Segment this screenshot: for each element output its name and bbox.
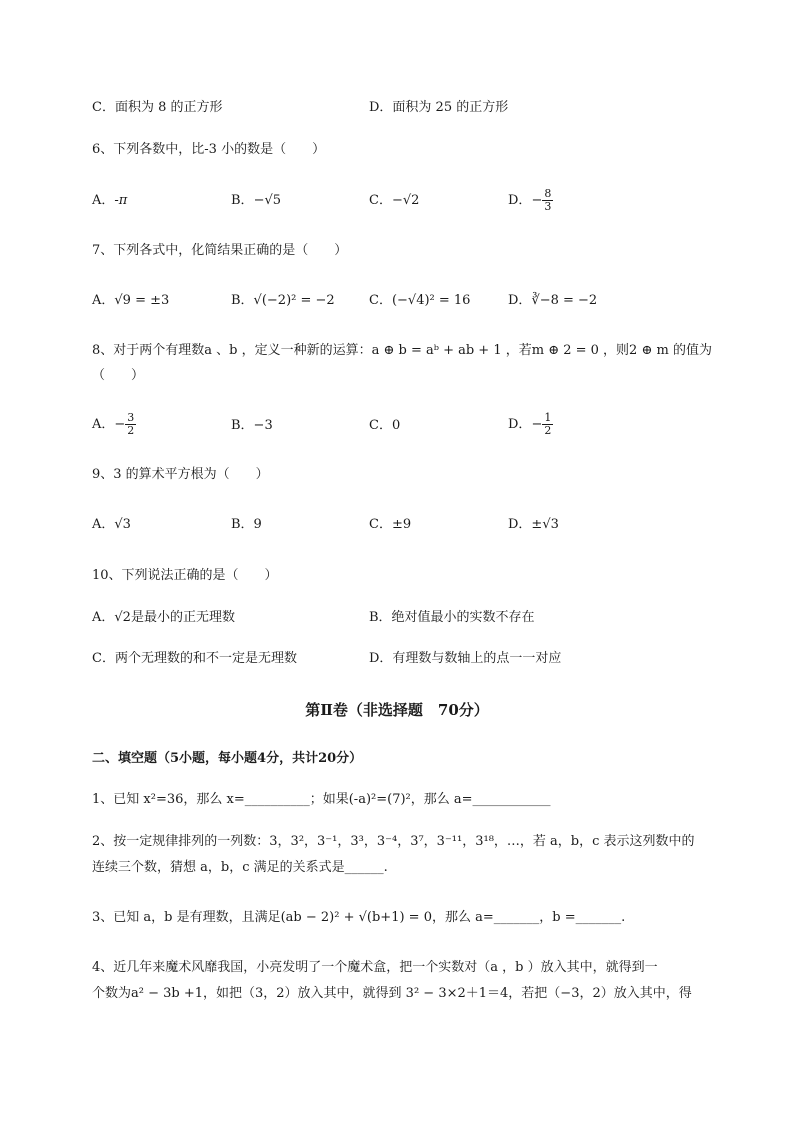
fill-question-1: 1、已知 x²=36，那么 x=__________；如果(-a)²=(7)²，那么 a=____________ [92, 792, 551, 807]
q6-option-b-value: −√5 [253, 193, 282, 208]
q6-option-d-label: D． [508, 193, 532, 208]
q7-option-a: A．√9 = ±3 [92, 293, 170, 308]
q7-option-d: D．∛−8 = −2 [508, 293, 598, 308]
q8-stem-cont: （ ） [92, 368, 145, 383]
q6-d-denominator: 3 [544, 200, 552, 213]
q10-stem: 10、下列说法正确的是（ ） [92, 568, 278, 583]
q6-stem: 6、下列各数中，比-3 小的数是（ ） [92, 142, 326, 157]
fill-question-3: 3、已知 a，b 是有理数，且满足(ab − 2)² + √(b+1) = 0，那么 a=_______，b =_______. [92, 910, 626, 925]
q8-option-d [508, 409, 553, 441]
q7-option-b: B．√(−2)² = −2 [231, 293, 335, 308]
q6-option-d-fraction [542, 188, 553, 213]
q8-option-c: C．0 [369, 418, 401, 433]
q7-stem: 7、下列各式中，化简结果正确的是（ ） [92, 243, 348, 258]
q9-option-c: C．±9 [369, 517, 412, 532]
fill-question-2-line2: 连续三个数，猜想 a，b，c 满足的关系式是______. [92, 860, 388, 875]
q6-option-b-label: B． [231, 193, 254, 208]
q5-option-c: C．面积为 8 的正方形 [92, 100, 223, 115]
q8-option-b: B．−3 [231, 418, 273, 433]
q10-option-a: A．√2是最小的正无理数 [92, 610, 235, 625]
q9-stem: 9、3 的算术平方根为（ ） [92, 467, 269, 482]
q8-d-denominator: 2 [544, 424, 552, 437]
q6-option-a [92, 191, 127, 211]
q8-stem: 8、对于两个有理数a 、b ，定义一种新的运算：a ⊕ b = aᵇ + ab + 1 ，若m ⊕ 2 = 0 ，则2 ⊕ m 的值为 [92, 343, 712, 358]
q7-option-c: C．(−√4)² = 16 [369, 293, 471, 308]
section-heading: 二、填空题（5小题，每小题4分，共计20分） [92, 751, 363, 766]
q5-option-d: D．面积为 25 的正方形 [369, 100, 509, 115]
section-title: 第Ⅱ卷（非选择题 70分） [305, 701, 489, 719]
q9-option-b: B．9 [231, 517, 262, 532]
q6-option-c [369, 191, 419, 211]
q6-option-a-value: -π [114, 193, 128, 208]
q6-option-c-label: C． [369, 193, 392, 208]
q9-option-a: A．√3 [92, 517, 131, 532]
q8-option-a-sign: − [114, 417, 126, 432]
q8-option-d-sign: − [531, 417, 543, 432]
q6-option-b [231, 191, 281, 211]
q8-option-a-label: A． [92, 417, 115, 432]
q10-option-d: D．有理数与数轴上的点一一对应 [369, 651, 562, 666]
q8-option-a [92, 409, 136, 441]
q8-option-d-fraction [542, 412, 553, 437]
q9-option-d: D．±√3 [508, 517, 559, 532]
q6-d-numerator: 8 [544, 187, 552, 200]
q8-d-numerator: 1 [544, 411, 552, 424]
q8-a-denominator: 2 [127, 424, 135, 437]
q6-option-d [508, 185, 553, 217]
q6-option-d-sign: − [531, 193, 543, 208]
q8-option-d-label: D． [508, 417, 532, 432]
fill-question-4-line1: 4、近几年来魔术风靡我国，小亮发明了一个魔术盒，把一个实数对（a ，b ）放入其中，就得到一 [92, 960, 658, 975]
q10-option-b: B．绝对值最小的实数不存在 [369, 610, 535, 625]
q8-option-a-fraction [125, 412, 136, 437]
q10-option-c: C．两个无理数的和不一定是无理数 [92, 651, 297, 666]
q6-option-a-label: A． [92, 193, 115, 208]
q8-a-numerator: 3 [127, 411, 135, 424]
fill-question-4-line2: 个数为a² − 3b +1，如把（3，2）放入其中，就得到 3² − 3×2＋1＝4，若把（−3，2）放入其中，得 [92, 986, 692, 1001]
fill-question-2-line1: 2、按一定规律排列的一列数：3，3²，3⁻¹，3³，3⁻⁴，3⁷，3⁻¹¹，3¹⁸，…，若 a，b，c 表示这列数中的 [92, 834, 695, 849]
q6-option-c-value: −√2 [391, 193, 420, 208]
